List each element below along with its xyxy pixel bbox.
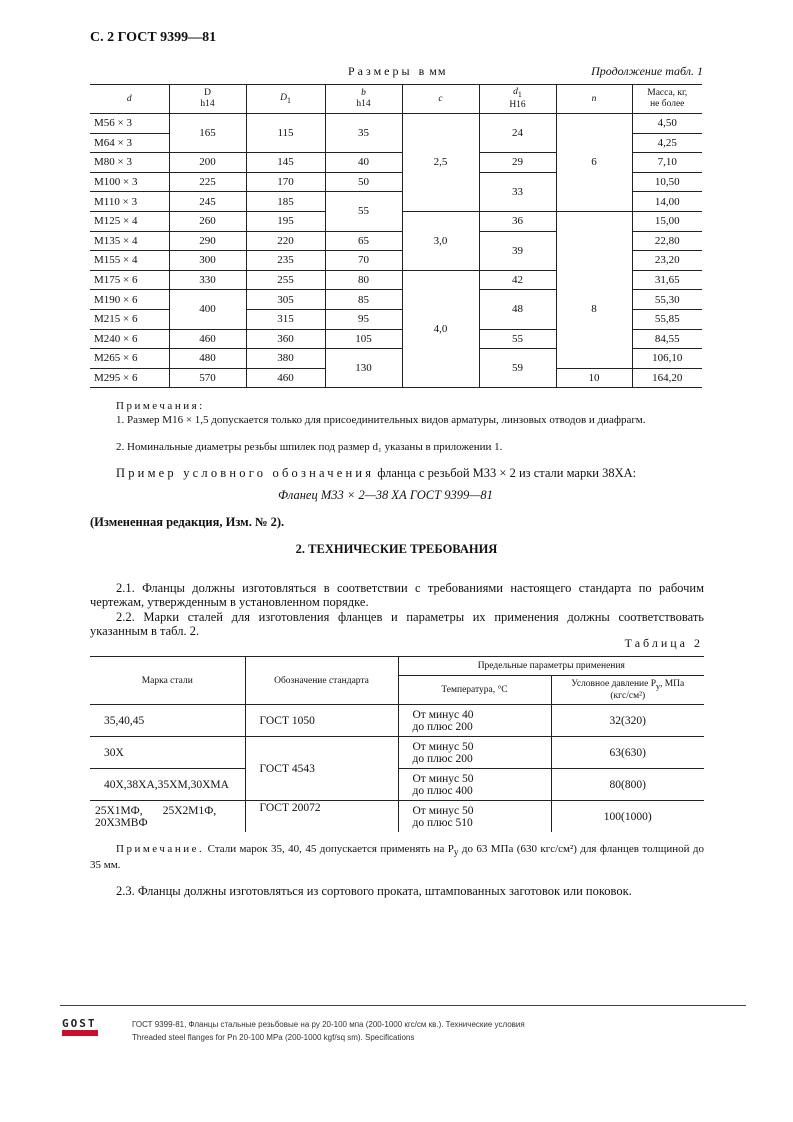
col-d1: $d_1$ H16 <box>479 85 556 114</box>
col-grade: Марка стали <box>90 657 245 705</box>
flange-designation: Фланец M33 × 2—38 ХА ГОСТ 9399—81 <box>278 488 493 502</box>
gost-logo: GOST <box>62 1018 98 1038</box>
col-c: c <box>402 85 479 114</box>
table-row: 35,40,45 ГОСТ 1050 От минус 40 до плюс 200 32(320) <box>90 705 704 737</box>
table-header-row <box>90 85 702 114</box>
table-row: M155 × 4 300 235 70 8 23,20 <box>90 251 702 271</box>
paragraph-2-2: 2.2. Марки сталей для изготовления фланцев и параметры их применения должны соответствовать указанным в табл. 2. <box>90 610 704 638</box>
footer-title-en: Threaded steel flanges for Pn 20-100 MPa (200-1000 kgf/sq sm). Specifications <box>132 1033 415 1042</box>
table-row: M135 × 4 290 220 65 39 22,80 <box>90 231 702 251</box>
table-row: M295 × 6 570 460 10 164,20 <box>90 368 702 388</box>
table-row: M265 × 6 480 380 130 59 106,10 <box>90 349 702 369</box>
page-header: С. 2 ГОСТ 9399—81 <box>90 30 217 45</box>
footer-divider <box>60 1005 746 1006</box>
col-limits: Предельные параметры применения <box>398 657 704 676</box>
steel-grades-table <box>90 656 704 832</box>
col-D: D h14 <box>169 85 246 114</box>
col-mass: Масса, кг, не более <box>632 85 702 114</box>
table-row: M190 × 6 400 305 85 48 55,30 <box>90 290 702 310</box>
col-standard: Обозначение стандарта <box>245 657 398 705</box>
flange-dimensions-table <box>90 84 702 388</box>
sizes-caption-word: Размеры <box>348 64 413 78</box>
col-d: d <box>90 85 169 114</box>
example-label: Пример условного обозначения <box>116 466 375 480</box>
note-1: 1. Размер M16 × 1,5 допускается только для присоединительных видов арматуры, линзовых отводов и диафрагм. <box>116 414 646 426</box>
col-n: n <box>556 85 632 114</box>
paragraph-2-1: 2.1. Фланцы должны изготовляться в соответствии с требованиями настоящего стандарта по рабочим чертежам, утвержденным в установленном порядке. <box>90 581 704 609</box>
amendment-note: (Измененная редакция, Изм. № 2). <box>90 515 285 529</box>
example-text: фланца с резьбой M33 × 2 из стали марки 38ХА: <box>374 466 637 480</box>
table-row: M215 × 6 315 95 55,85 <box>90 309 702 329</box>
col-temperature: Температура, °С <box>398 676 551 705</box>
logo-red-bar <box>62 1030 98 1036</box>
table-row: M64 × 3 4,25 <box>90 133 702 153</box>
table2-caption: Таблица 2 <box>624 636 703 650</box>
table-row: M125 × 4 260 195 3,0 36 15,00 <box>90 211 702 231</box>
table-row: M80 × 3 200 145 40 29 7,10 <box>90 153 702 173</box>
table-header-row <box>90 657 704 676</box>
table-row: M56 × 3 165 115 35 2,5 24 6 4,50 <box>90 114 702 134</box>
sizes-caption-unit: в мм <box>418 64 447 78</box>
table-row: M100 × 3 225 170 50 33 10,50 <box>90 172 702 192</box>
table-row: M110 × 3 245 185 55 14,00 <box>90 192 702 212</box>
table-row: 30Х ГОСТ 4543 От минус 50 до плюс 200 63(630) <box>90 737 704 769</box>
section-title: 2. ТЕХНИЧЕСКИЕ ТРЕБОВАНИЯ <box>295 542 498 556</box>
notes-heading: Примечания: <box>116 400 205 412</box>
table-row: M240 × 6 460 360 105 55 84,55 <box>90 329 702 349</box>
col-b: b h14 <box>325 85 402 114</box>
continuation-caption: Продолжение табл. 1 <box>591 64 703 78</box>
designation-example <box>116 466 636 481</box>
col-D1: $D_1$ <box>246 85 325 114</box>
table-row: M175 × 6 330 255 80 4,0 42 31,65 <box>90 270 702 290</box>
sizes-caption <box>348 64 446 79</box>
table2-note: Примечание. Стали марок 35, 40, 45 допускается применять на $P_у$ до 63 МПа (630 кгс/см²) для фланцев толщиной до 35 мм. <box>90 843 704 872</box>
paragraph-2-3: 2.3. Фланцы должны изготовляться из сортового проката, штампованных заготовок или поковок. <box>116 884 632 898</box>
table-row: 25Х1МФ, 25Х2М1Ф, 20Х3МВФ ГОСТ 20072 От минус 50 до плюс 510 100(1000) <box>90 801 704 833</box>
note-2: 2. Номинальные диаметры резьбы шпилек под размер d₁ указаны в приложении 1. <box>116 441 503 453</box>
table-row: 40Х,38ХА,35ХМ,30ХМА От минус 50 до плюс 400 80(800) <box>90 769 704 801</box>
col-pressure: Условное давление $P_у$, МПа (кгс/см²) <box>551 676 704 705</box>
footer-title-ru: ГОСТ 9399-81, Фланцы стальные резьбовые на ру 20-100 мпа (200-1000 кгс/см кв.). Технические условия <box>132 1020 525 1029</box>
